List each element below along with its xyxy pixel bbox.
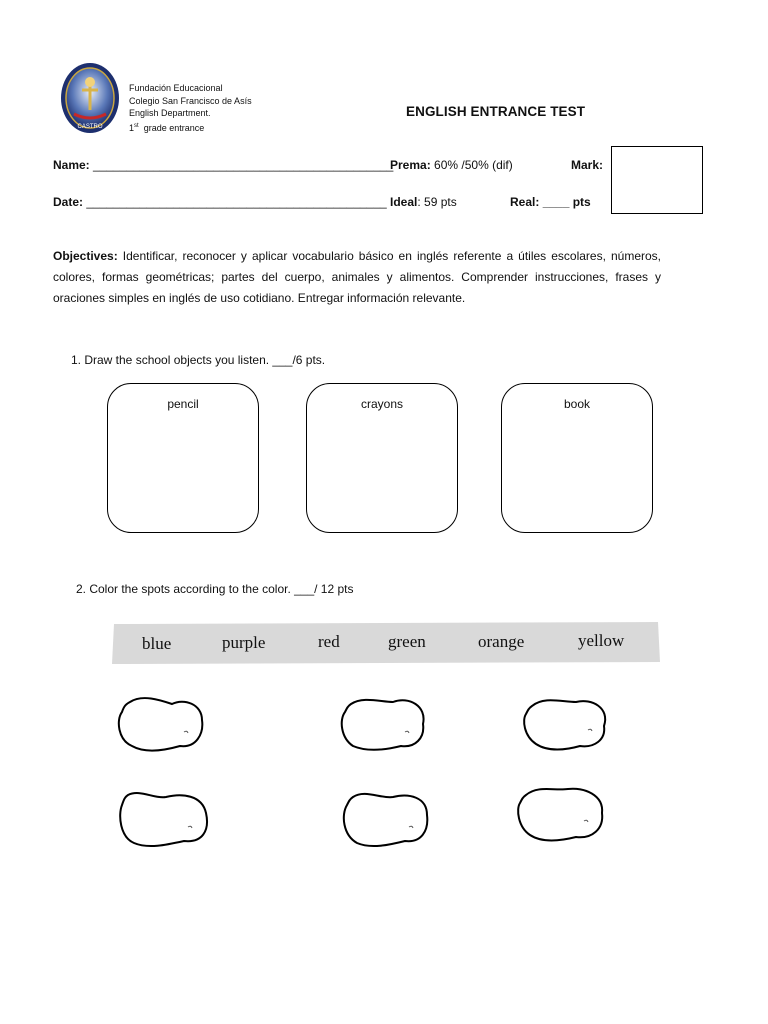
prema-value: 60% /50% (dif) [434, 158, 513, 172]
color-spot[interactable] [514, 781, 614, 851]
date-field[interactable] [53, 195, 387, 209]
school-seal-logo [60, 62, 120, 138]
color-spot[interactable] [114, 785, 214, 855]
objectives-label: Objectives: [53, 249, 118, 263]
color-word-green: green [388, 632, 426, 651]
date-label: Date: [53, 195, 84, 209]
color-word-red: red [318, 632, 340, 651]
page-title: ENGLISH ENTRANCE TEST [406, 104, 586, 119]
ideal-field: Ideal: 59 pts [390, 195, 457, 209]
mark-box[interactable] [611, 146, 703, 214]
draw-box-label: book [563, 397, 591, 411]
color-word-blue: blue [142, 634, 172, 653]
color-word-orange: orange [478, 632, 525, 651]
prema-field: Prema: 60% /50% (dif) [390, 158, 513, 172]
school-foundation: Fundación Educacional [129, 83, 223, 93]
school-name: Colegio San Francisco de Asís [129, 95, 252, 106]
question-1: 1. Draw the school objects you listen. ___/6 pts. [71, 353, 326, 367]
grade-line: 1st grade entrance [129, 122, 205, 133]
name-field[interactable] [53, 158, 393, 172]
objectives-paragraph [53, 246, 661, 309]
draw-box-book[interactable] [501, 383, 653, 533]
real-value: ____ pts [542, 195, 591, 209]
mark-label: Mark: [571, 158, 604, 172]
color-spot[interactable] [112, 690, 212, 760]
objectives-text: Identificar, reconocer y aplicar vocabulario básico en inglés referente a útiles escolares, números, colores, formas geométricas; partes del cuerpo, animales y alimentos. Comprender instrucciones, frases y oraciones simples en inglés de uso cotidiano. Entregar información relevante. [53, 249, 661, 305]
date-blank[interactable]: _____________________________________________ [86, 195, 387, 209]
name-blank[interactable]: _____________________________________________ [93, 158, 394, 172]
draw-box-label: crayons [360, 397, 404, 411]
question-2: 2. Color the spots according to the color. ___/ 12 pts [76, 582, 354, 596]
draw-box-pencil[interactable] [107, 383, 259, 533]
color-spot[interactable] [337, 785, 437, 855]
school-info [129, 82, 252, 134]
color-word-yellow: yellow [578, 631, 625, 650]
name-label: Name: [53, 158, 90, 172]
color-word-strip [112, 622, 660, 664]
draw-box-label: pencil [167, 397, 199, 411]
svg-text:CASTRO: CASTRO [77, 124, 103, 130]
ideal-value: : 59 pts [417, 195, 457, 209]
draw-box-crayons[interactable] [306, 383, 458, 533]
school-department: English Department. [129, 108, 211, 118]
color-word-purple: purple [222, 633, 266, 652]
color-spot[interactable] [518, 690, 618, 760]
real-field: Real: ____ pts [510, 195, 591, 209]
color-spot[interactable] [335, 690, 435, 760]
